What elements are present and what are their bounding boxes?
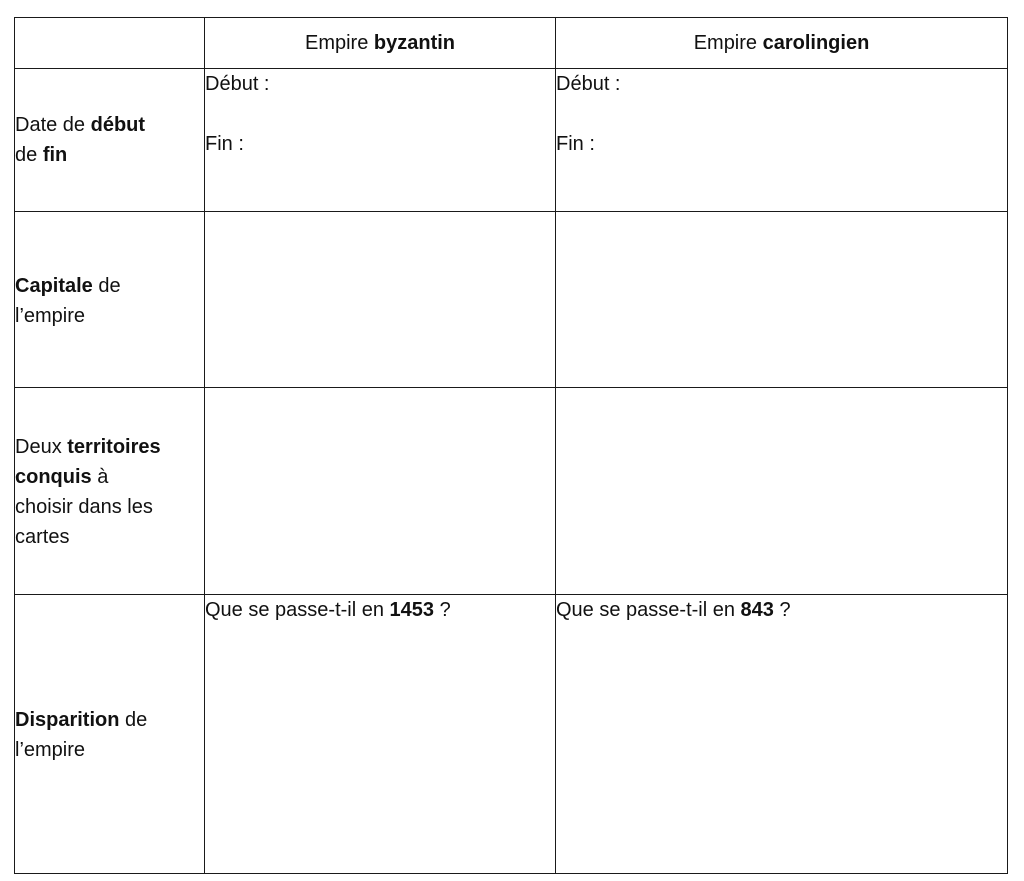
answer-dates-carolingien[interactable] [556, 69, 1008, 212]
question-carolingien-prefix: Que se passe-t-il en [556, 599, 741, 621]
question-carolingien-suffix: ? [773, 599, 791, 621]
label-terr-text2: à [91, 466, 109, 488]
label-capitale-bold1: Capitale [15, 274, 93, 297]
header-empire-byzantin [205, 18, 556, 69]
start-label-carolingien: Début : [556, 73, 621, 95]
label-capitale-text1: de [92, 274, 121, 297]
label-dates-text2: de [15, 144, 43, 166]
row-territoires [15, 388, 1008, 595]
question-byzantin-prefix: Que se passe-t-il en [205, 599, 390, 621]
answer-disparition-byzantin[interactable] [205, 595, 556, 874]
question-byzantin-suffix: ? [434, 599, 451, 621]
label-dates [15, 69, 205, 212]
label-disp-text1: de [119, 709, 148, 731]
label-disp-bold1: Disparition [15, 709, 120, 731]
label-terr-text4: cartes [15, 526, 70, 548]
label-disp-text2: l’empire [15, 739, 86, 761]
label-dates-bold1: début [90, 114, 146, 136]
answer-disparition-carolingien[interactable] [556, 595, 1008, 874]
header-byzantin-bold: byzantin [373, 32, 456, 54]
question-byzantin-year: 1453 [389, 599, 435, 621]
header-carolingien-prefix: Empire [693, 32, 763, 54]
label-terr-text1: Deux [15, 436, 68, 458]
start-label-byzantin: Début : [205, 73, 270, 95]
answer-capitale-carolingien[interactable] [556, 212, 1008, 388]
label-capitale-text2: l’empire [15, 304, 86, 327]
row-disparition [15, 595, 1008, 874]
end-label-carolingien: Fin : [556, 133, 595, 155]
label-terr-text3: choisir dans les [15, 496, 153, 518]
answer-territoires-carolingien[interactable] [556, 388, 1008, 595]
label-terr-bold1: territoires [67, 436, 161, 458]
label-dates-text1: Date de [15, 114, 91, 136]
question-carolingien-year: 843 [740, 599, 774, 621]
header-empire-carolingien [556, 18, 1008, 69]
header-byzantin-prefix: Empire [304, 32, 374, 54]
end-label-byzantin: Fin : [205, 133, 244, 155]
answer-capitale-byzantin[interactable] [205, 212, 556, 388]
answer-territoires-byzantin[interactable] [205, 388, 556, 595]
label-dates-bold2: fin [42, 144, 68, 166]
label-disparition [15, 595, 205, 874]
comparison-table [14, 17, 1008, 874]
answer-dates-byzantin[interactable] [205, 69, 556, 212]
label-territoires [15, 388, 205, 595]
row-dates [15, 69, 1008, 212]
header-carolingien-bold: carolingien [762, 32, 870, 54]
corner-cell [15, 18, 205, 69]
label-capitale [15, 212, 205, 388]
row-capitale [15, 212, 1008, 388]
label-terr-bold2: conquis [15, 466, 92, 488]
header-row [15, 18, 1008, 69]
